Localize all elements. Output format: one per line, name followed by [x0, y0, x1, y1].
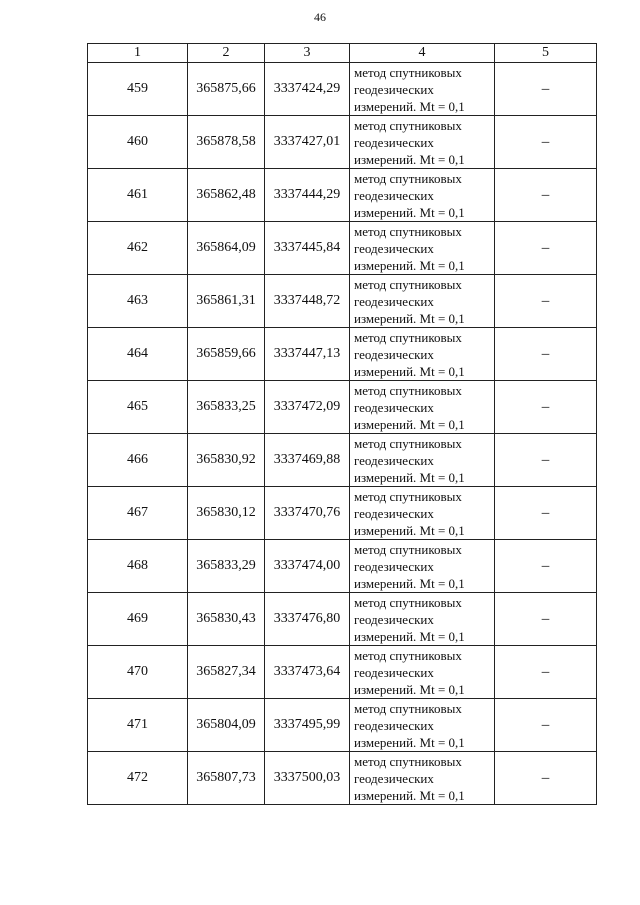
method-line: геодезических	[354, 717, 434, 733]
method-line: геодезических	[354, 611, 434, 627]
point-number-cell: 459	[88, 63, 188, 116]
method-line: измерений. Mt = 0,1	[354, 310, 465, 326]
method-line: геодезических	[354, 558, 434, 574]
note-cell: –	[495, 222, 597, 275]
method-line: геодезических	[354, 187, 434, 203]
table-header-row	[88, 44, 597, 63]
x-coordinate-cell: 365807,73	[188, 752, 265, 805]
x-coordinate-cell: 365827,34	[188, 646, 265, 699]
coordinates-table	[87, 43, 597, 805]
y-coordinate-cell: 3337444,29	[265, 169, 350, 222]
method-line: метод спутниковых	[354, 594, 462, 610]
point-number-cell: 465	[88, 381, 188, 434]
method-line: метод спутниковых	[354, 541, 462, 557]
note-cell: –	[495, 593, 597, 646]
method-cell	[350, 699, 495, 752]
y-coordinate-cell: 3337495,99	[265, 699, 350, 752]
table-row	[88, 328, 597, 381]
table-row	[88, 646, 597, 699]
point-number-cell: 461	[88, 169, 188, 222]
method-cell	[350, 434, 495, 487]
table-row	[88, 116, 597, 169]
note-cell: –	[495, 169, 597, 222]
method-line: измерений. Mt = 0,1	[354, 734, 465, 750]
method-line: геодезических	[354, 770, 434, 786]
x-coordinate-cell: 365862,48	[188, 169, 265, 222]
note-cell: –	[495, 63, 597, 116]
point-number-cell: 469	[88, 593, 188, 646]
x-coordinate-cell: 365804,09	[188, 699, 265, 752]
x-coordinate-cell: 365875,66	[188, 63, 265, 116]
note-cell: –	[495, 752, 597, 805]
note-cell: –	[495, 381, 597, 434]
point-number-cell: 462	[88, 222, 188, 275]
x-coordinate-cell: 365861,31	[188, 275, 265, 328]
y-coordinate-cell: 3337473,64	[265, 646, 350, 699]
point-number-cell: 466	[88, 434, 188, 487]
note-cell: –	[495, 699, 597, 752]
y-coordinate-cell: 3337424,29	[265, 63, 350, 116]
column-header-2: 2	[188, 44, 265, 63]
y-coordinate-cell: 3337500,03	[265, 752, 350, 805]
x-coordinate-cell: 365878,58	[188, 116, 265, 169]
point-number-cell: 463	[88, 275, 188, 328]
column-header-5: 5	[495, 44, 597, 63]
method-line: метод спутниковых	[354, 170, 462, 186]
method-cell	[350, 328, 495, 381]
y-coordinate-cell: 3337476,80	[265, 593, 350, 646]
method-line: измерений. Mt = 0,1	[354, 469, 465, 485]
method-line: геодезических	[354, 346, 434, 362]
method-line: метод спутниковых	[354, 64, 462, 80]
x-coordinate-cell: 365833,25	[188, 381, 265, 434]
method-line: геодезических	[354, 664, 434, 680]
table-row	[88, 381, 597, 434]
point-number-cell: 460	[88, 116, 188, 169]
note-cell: –	[495, 540, 597, 593]
x-coordinate-cell: 365830,92	[188, 434, 265, 487]
method-line: метод спутниковых	[354, 329, 462, 345]
table-row	[88, 540, 597, 593]
y-coordinate-cell: 3337448,72	[265, 275, 350, 328]
column-header-3: 3	[265, 44, 350, 63]
x-coordinate-cell: 365833,29	[188, 540, 265, 593]
method-cell	[350, 593, 495, 646]
x-coordinate-cell: 365859,66	[188, 328, 265, 381]
table-row	[88, 699, 597, 752]
table-row	[88, 593, 597, 646]
table-row	[88, 434, 597, 487]
method-line: измерений. Mt = 0,1	[354, 628, 465, 644]
method-line: геодезических	[354, 293, 434, 309]
method-cell	[350, 540, 495, 593]
y-coordinate-cell: 3337474,00	[265, 540, 350, 593]
note-cell: –	[495, 434, 597, 487]
method-line: геодезических	[354, 240, 434, 256]
table-row	[88, 275, 597, 328]
x-coordinate-cell: 365830,43	[188, 593, 265, 646]
method-line: метод спутниковых	[354, 435, 462, 451]
table-body	[88, 63, 597, 805]
method-cell	[350, 487, 495, 540]
method-cell	[350, 116, 495, 169]
x-coordinate-cell: 365830,12	[188, 487, 265, 540]
method-line: геодезических	[354, 452, 434, 468]
method-line: метод спутниковых	[354, 647, 462, 663]
point-number-cell: 471	[88, 699, 188, 752]
y-coordinate-cell: 3337469,88	[265, 434, 350, 487]
method-line: метод спутниковых	[354, 700, 462, 716]
page-number: 46	[314, 10, 326, 24]
y-coordinate-cell: 3337470,76	[265, 487, 350, 540]
point-number-cell: 467	[88, 487, 188, 540]
method-cell	[350, 222, 495, 275]
table-row	[88, 169, 597, 222]
method-line: геодезических	[354, 399, 434, 415]
column-header-1: 1	[88, 44, 188, 63]
method-line: измерений. Mt = 0,1	[354, 204, 465, 220]
method-line: метод спутниковых	[354, 382, 462, 398]
method-line: метод спутниковых	[354, 753, 462, 769]
method-cell	[350, 169, 495, 222]
method-line: измерений. Mt = 0,1	[354, 681, 465, 697]
method-line: измерений. Mt = 0,1	[354, 575, 465, 591]
method-cell	[350, 63, 495, 116]
point-number-cell: 464	[88, 328, 188, 381]
method-cell	[350, 752, 495, 805]
method-cell	[350, 646, 495, 699]
method-line: метод спутниковых	[354, 488, 462, 504]
note-cell: –	[495, 328, 597, 381]
method-line: измерений. Mt = 0,1	[354, 416, 465, 432]
table-row	[88, 487, 597, 540]
method-line: измерений. Mt = 0,1	[354, 363, 465, 379]
table-row	[88, 222, 597, 275]
x-coordinate-cell: 365864,09	[188, 222, 265, 275]
method-line: геодезических	[354, 134, 434, 150]
point-number-cell: 472	[88, 752, 188, 805]
method-line: геодезических	[354, 505, 434, 521]
method-line: метод спутниковых	[354, 117, 462, 133]
table-row	[88, 63, 597, 116]
method-line: измерений. Mt = 0,1	[354, 257, 465, 273]
y-coordinate-cell: 3337472,09	[265, 381, 350, 434]
method-line: измерений. Mt = 0,1	[354, 787, 465, 803]
method-line: метод спутниковых	[354, 223, 462, 239]
column-header-4: 4	[350, 44, 495, 63]
note-cell: –	[495, 646, 597, 699]
method-cell	[350, 275, 495, 328]
method-line: измерений. Mt = 0,1	[354, 98, 465, 114]
method-line: метод спутниковых	[354, 276, 462, 292]
method-line: измерений. Mt = 0,1	[354, 522, 465, 538]
method-cell	[350, 381, 495, 434]
method-line: измерений. Mt = 0,1	[354, 151, 465, 167]
y-coordinate-cell: 3337445,84	[265, 222, 350, 275]
note-cell: –	[495, 487, 597, 540]
table-row	[88, 752, 597, 805]
y-coordinate-cell: 3337447,13	[265, 328, 350, 381]
y-coordinate-cell: 3337427,01	[265, 116, 350, 169]
note-cell: –	[495, 116, 597, 169]
note-cell: –	[495, 275, 597, 328]
method-line: геодезических	[354, 81, 434, 97]
point-number-cell: 468	[88, 540, 188, 593]
point-number-cell: 470	[88, 646, 188, 699]
